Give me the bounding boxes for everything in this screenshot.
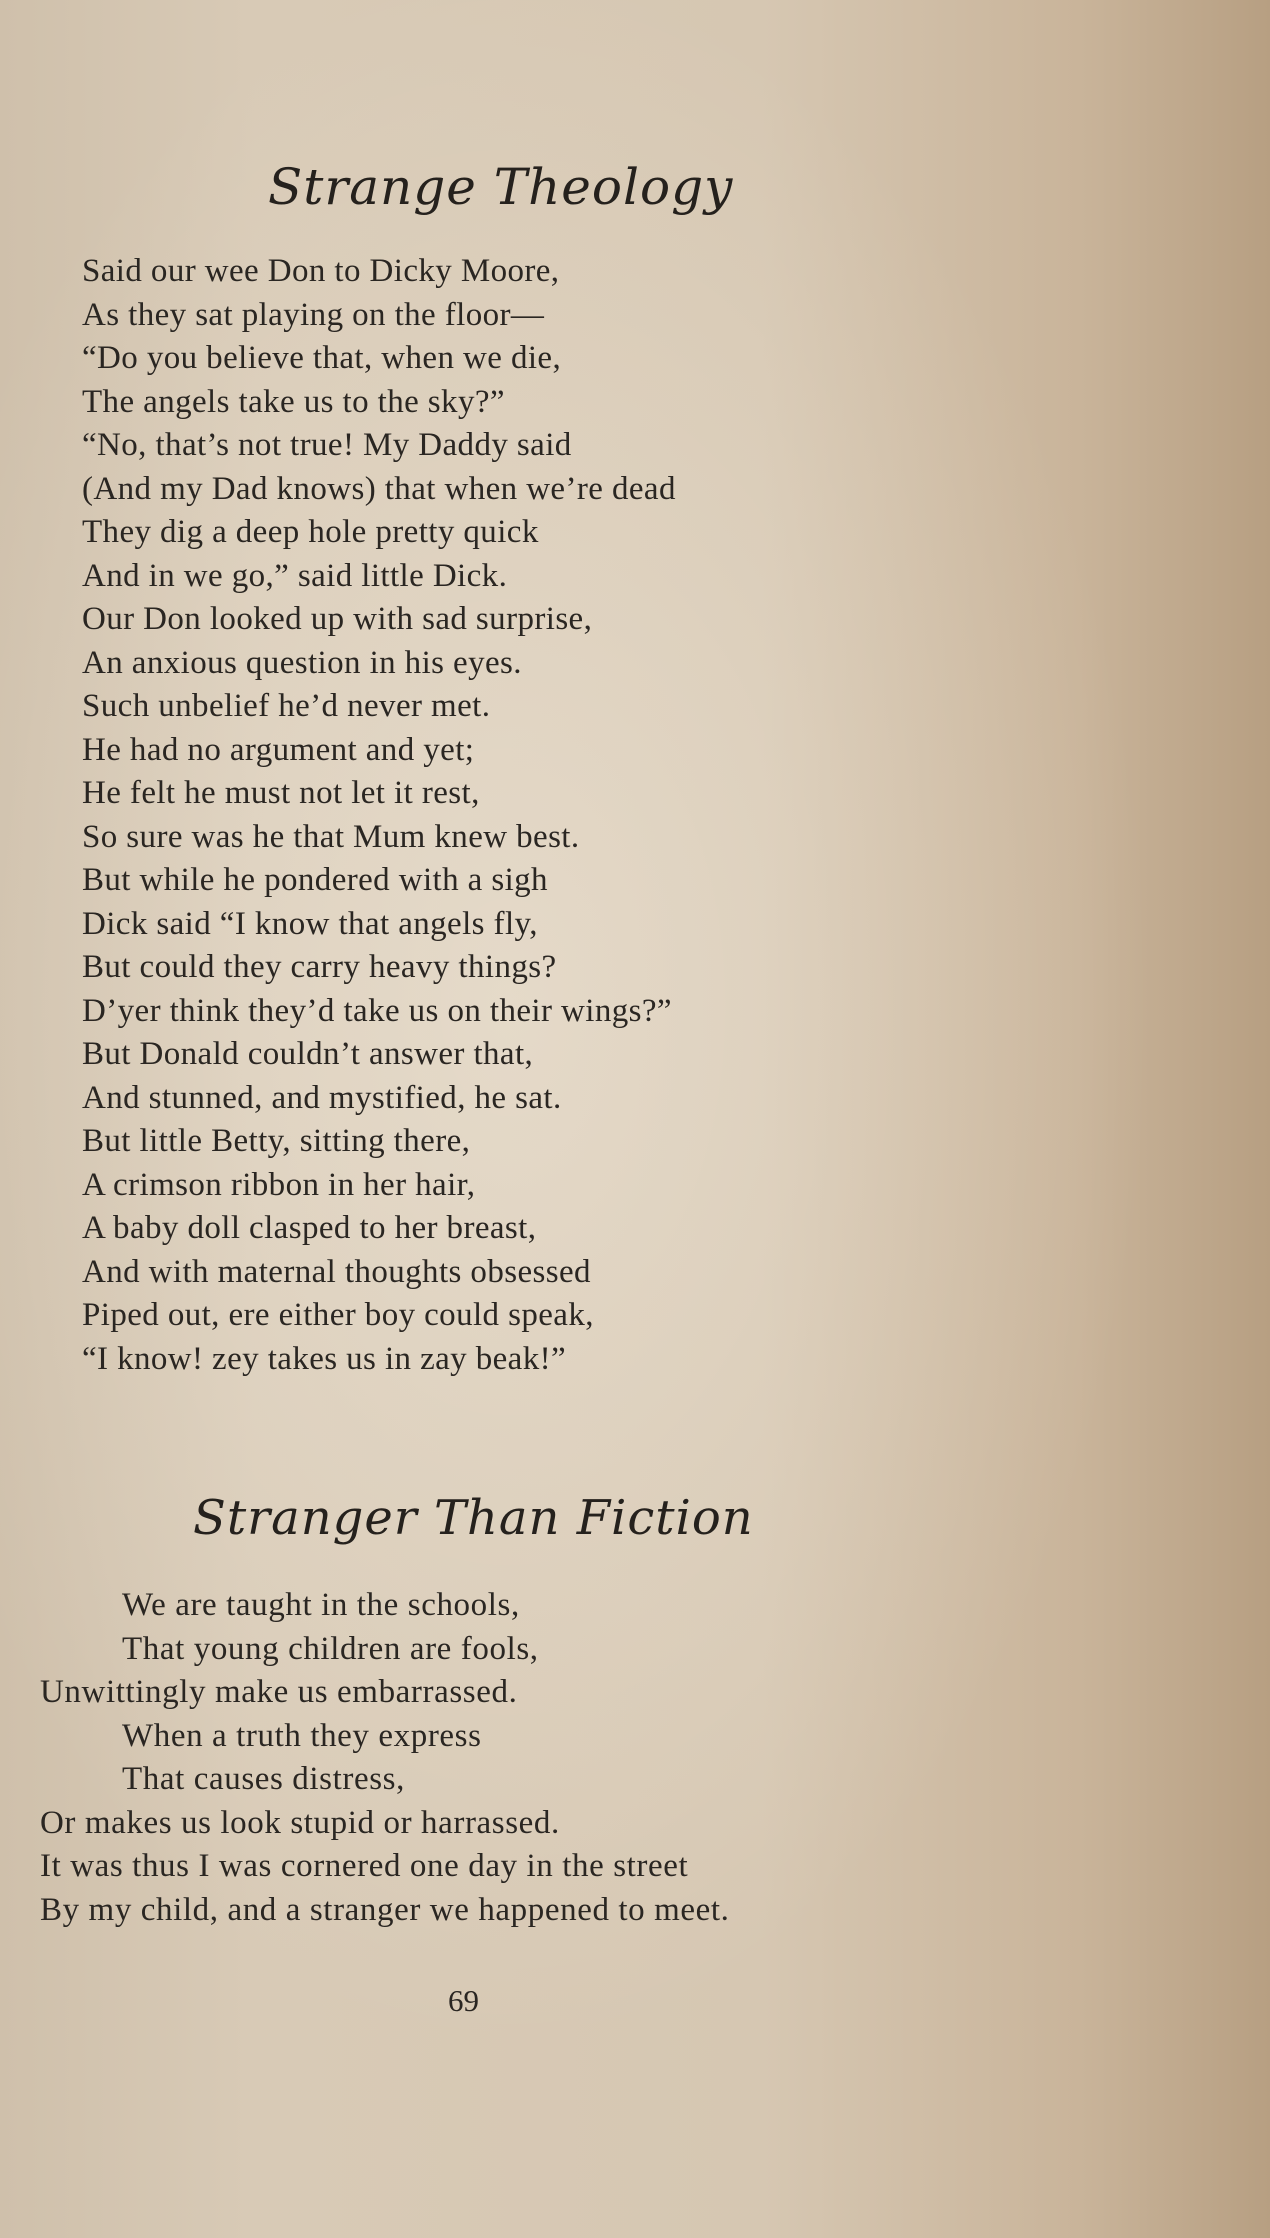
poem-line: So sure was he that Mum knew best. [82,818,580,855]
poem-line: We are taught in the schools, [122,1587,520,1623]
poem-line: Said our wee Don to Dicky Moore, [82,253,560,289]
poem-line: That young children are fools, [122,1630,539,1667]
poem-title: Stranger Than Fiction [193,1490,754,1546]
poem-line: And in we go,” said little Dick. [82,557,508,594]
poem-line: By my child, and a stranger we happened to meet. [40,1891,730,1928]
poem-line: But while he pondered with a sigh [82,862,548,898]
poem-line: It was thus I was cornered one day in the street [40,1848,689,1884]
poem-line: But could they carry heavy things? [82,949,557,985]
poem-line: When a truth they express [122,1717,482,1754]
poem-line: They dig a deep hole pretty quick [82,514,539,550]
poem-line: Such unbelief he’d never met. [82,688,491,724]
poem-line: Piped out, ere either boy could speak, [82,1297,594,1333]
poem-line: Dick said “I know that angels fly, [82,905,538,942]
poem-line: Unwittingly make us embarrassed. [40,1674,518,1710]
poem-line: And with maternal thoughts obsessed [82,1253,591,1290]
poem-line: And stunned, and mystified, he sat. [82,1079,562,1116]
poem-line: A baby doll clasped to her breast, [82,1210,537,1246]
poem-line: “Do you believe that, when we die, [82,340,562,376]
poem-line: But little Betty, sitting there, [82,1123,471,1159]
poem-body [40,1584,730,1932]
poem-line: He had no argument and yet; [82,731,475,768]
poem-line: As they sat playing on the floor— [82,296,545,333]
poem-body [82,250,676,1381]
poem-line: Or makes us look stupid or harrassed. [40,1804,560,1841]
poem-line: The angels take us to the sky?” [82,383,505,420]
page-number: 69 [448,1983,479,2018]
poem-line: D’yer think they’d take us on their wings?” [82,992,672,1029]
poem-line: He felt he must not let it rest, [82,775,480,811]
poem-line: But Donald couldn’t answer that, [82,1036,534,1072]
poem-line: (And my Dad knows) that when we’re dead [82,470,676,507]
poem-line: That causes distress, [122,1761,405,1797]
poem-line: “No, that’s not true! My Daddy said [82,427,572,463]
poem-line: A crimson ribbon in her hair, [82,1166,476,1203]
poem-title: Strange Theology [268,158,734,216]
poem-line: Our Don looked up with sad surprise, [82,601,593,637]
poem-line: “I know! zey takes us in zay beak!” [82,1340,567,1377]
poem-line: An anxious question in his eyes. [82,644,522,681]
